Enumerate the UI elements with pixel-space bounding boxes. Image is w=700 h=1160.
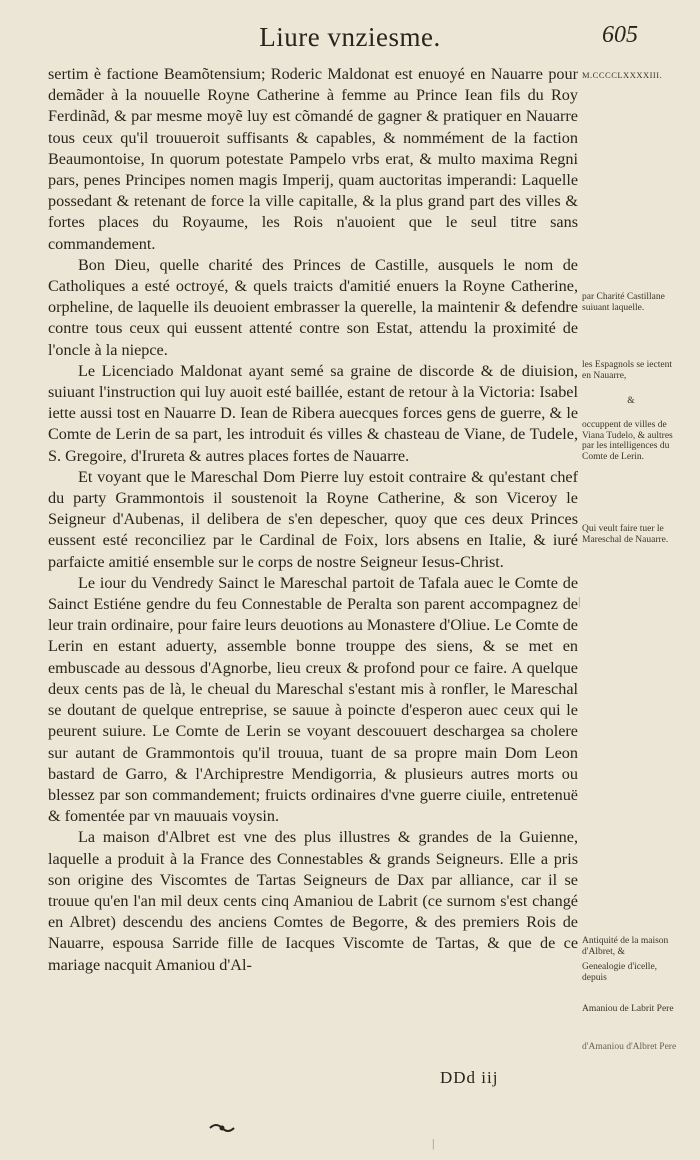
margin-smudge-2: | [432, 1136, 435, 1150]
main-text [48, 64, 581, 976]
margin-note-amaniou-labrit: Amaniou de Labrit Pere [582, 1004, 674, 1014]
paragraph-5: Le iour du Vendredy Sainct le Mareschal partoit de Tafala auec le Comte de Sainct Estiéne gendre du feu Connestable de Peralta son parent accompagnez de leur train ordinaire, pour faire leurs deuotions au Monastere d'Oliue. Le Comte de Lerin en estant aduerty, assemble bonne trouppe des siens, & se met en embuscade au dessous d'Agnorbe, lieu creux & profond pour ce faire. A quelque deux cents pas de là, le cheual du Mareschal s'estant mis à ronfler, le Mareschal se doutant de quelque entreprise, se sauue à poincte d'esperon auec ceux qui le peurent suiure. Le Comte de Lerin se voyant descouuert deschargea sa cholere sur autant de Grammontois qu'il trouua, tuant de sa propre main Dom Leon bastard de Garro, & l'Archiprestre Mendigorria, & plusieurs autres morts ou blessez par son commandement; fruicts ordinaires d'vne guerre ciuile, entretenuë & fomentée par vn mauuais voysin. [48, 573, 578, 826]
margin-note-antiquite: Antiquité de la maison d'Albret, & [582, 936, 669, 957]
paragraph-1: sertim è factione Beamõtensium; Roderic Maldonat est enuoyé en Nauarre pour demãder à la nouuelle Royne Catherine à femme au Prince Iean fils du Roy Ferdinãd, & par mesme moyẽ luy est cõmandé de gagner & pratiquer en Nauarre tous ceux qu'il trouueroit suffisants & capables, & nommément de la faction Beaumontoise, In quorum potestate Pampelo vrbs erat, & multo maxima Regni pars, penes Principes nomen magis Imperij, quam auctoritas imperandi: Laquelle possedant & retenant de force la ville capitalle, & la plus grand part des villes & fortes places du Royaume, les Rois n'auoient que le seul titre sans commandement. [48, 65, 578, 253]
paragraph-4: Et voyant que le Mareschal Dom Pierre luy estoit contraire & qu'estant chef du party Grammontois il soustenoit la Royne Catherine, & son Viceroy le Seigneur d'Aubenas, il delibera de s'en depescher, quoy que ces deux Princes eussent esté reconciliez par le Cardinal de Foix, lors absens en Italie, & iuré parfaicte amitié ensemble sur le corps de nostre Seigneur Iesus-Christ. [48, 467, 578, 571]
printer-ornament-icon [208, 1120, 236, 1136]
margin-note-amaniou-albret: d'Amaniou d'Albret Pere [582, 1042, 677, 1052]
margin-smudge-1: | [578, 594, 581, 608]
margin-note-occuppent: occuppent de villes de Viana Tudelo, & aultres par les intelligences du Comte de Lerin. [582, 420, 673, 462]
paragraph-2: Bon Dieu, quelle charité des Princes de Castille, ausquels le nom de Catholiques a esté octroyé, & quels traicts d'amitié enuers la Royne Catherine, orpheline, de laquelle ils deuoient embrasser la querelle, la maintenir & defendre contre tous ceux qui eussent attenté contre son Estat, attendu la proximité de l'oncle à la niepce. [48, 255, 578, 359]
margin-note-charite: par Charité Castillane suiuant laquelle. [582, 292, 665, 313]
page-header [0, 22, 700, 62]
margin-note-and: & [627, 396, 635, 406]
margin-note-date: M.CCCCLXXXXIII. [582, 70, 663, 80]
paragraph-6: La maison d'Albret est vne des plus illustres & grandes de la Guienne, laquelle a produit à la France des Connestables & grands Seigneurs. Elle a pris son origine des Viscomtes de Tartas Seigneurs de Dax par alliance, car il se trouue qu'en l'an mil deux cents cinq Amaniou de Labrit (ce surnom s'est changé en Albret) descendu des anciens Comtes de Begorre, & des premiers Rois de Nauarre, espousa Sarride fille de Iacques Viscomte de Tartas, & que de ce mariage nacquit Amaniou d'Al- [48, 828, 578, 974]
margin-note-mareschal: Qui veult faire tuer le Mareschal de Nauarre. [582, 524, 669, 545]
page-number: 605 [602, 22, 638, 48]
margin-note-espagnols: les Espagnols se iectent en Nauarre, [582, 360, 672, 381]
margin-note-genealogie: Genealogie d'icelle, depuis [582, 962, 658, 983]
paragraph-3: Le Licenciado Maldonat ayant semé sa graine de discorde & de diuision, suiuant l'instruction qui luy auoit esté baillée, estant de retour à la Victoria: Isabel iette aussi tost en Nauarre D. Iean de Ribera auecques forces gens de guerre, & le Comte de Lerin de sa part, les introduit és villes & chasteau de Viane, de Tudele, S. Gregoire, d'Irureta & autres places fortes de Nauarre. [48, 361, 578, 465]
signature-mark: DDd iij [440, 1068, 499, 1087]
running-head: Liure vnziesme. [259, 22, 441, 52]
